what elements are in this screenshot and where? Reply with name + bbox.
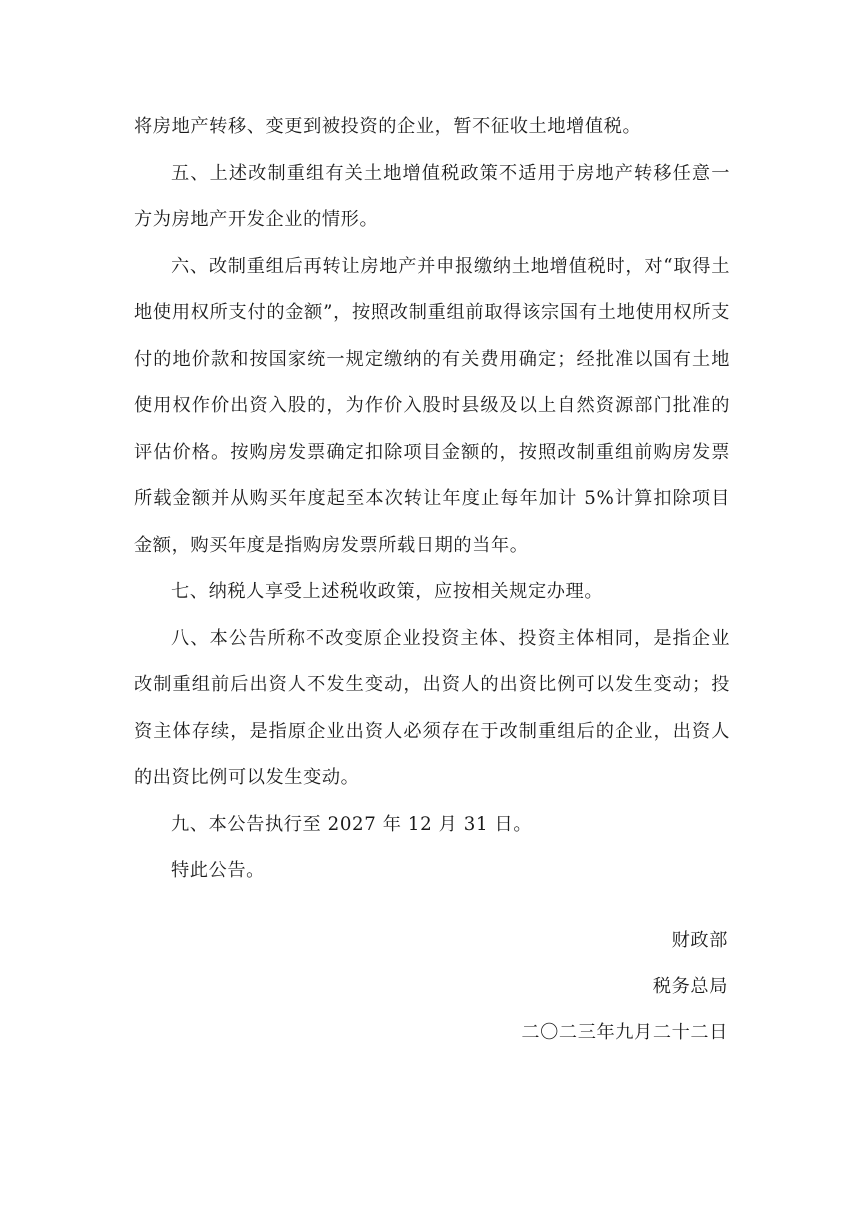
issuer-ministry-of-finance: 财政部 xyxy=(671,930,728,951)
paragraph-continuation: 将房地产转移、变更到被投资的企业，暂不征收土地增值税。 xyxy=(134,116,642,137)
issue-date: 二〇二三年九月二十二日 xyxy=(521,1022,728,1043)
paragraph-item-9: 九、本公告执行至 2027 年 12 月 31 日。 xyxy=(171,813,533,835)
paragraph-item-6: 六、改制重组后再转让房地产并申报缴纳土地增值税时，对“取得土地使用权所支付的金额”，按照改制重组前取得该宗国有土地使用权所支付的地价款和按国家统一规定缴纳的有关费用确定；经批准以国有土地使用权作价出资入股的，为作价入股时县级及以上自然资源部门批准的评估价格。按购房发票确定扣除项目金额的，按照改制重组前购房发票所载金额并从购买年度起至本次转让年度止每年加计 5%计算扣除项目金额，购买年度是指购房发票所载日期的当年。 xyxy=(134,255,730,556)
document-body xyxy=(134,104,730,895)
paragraph-item-8: 八、本公告所称不改变原企业投资主体、投资主体相同，是指企业改制重组前后出资人不发生变动，出资人的出资比例可以发生变动；投资主体存续，是指原企业出资人必须存在于改制重组后的企业，出资人的出资比例可以发生变动。 xyxy=(134,627,730,788)
closing-statement: 特此公告。 xyxy=(171,860,265,881)
signoff-block xyxy=(521,918,728,1056)
paragraph-item-5: 五、上述改制重组有关土地增值税政策不适用于房地产转移任意一方为房地产开发企业的情形。 xyxy=(134,162,730,230)
paragraph-item-7: 七、纳税人享受上述税收政策，应按相关规定办理。 xyxy=(171,581,604,602)
issuer-tax-administration: 税务总局 xyxy=(652,976,728,997)
